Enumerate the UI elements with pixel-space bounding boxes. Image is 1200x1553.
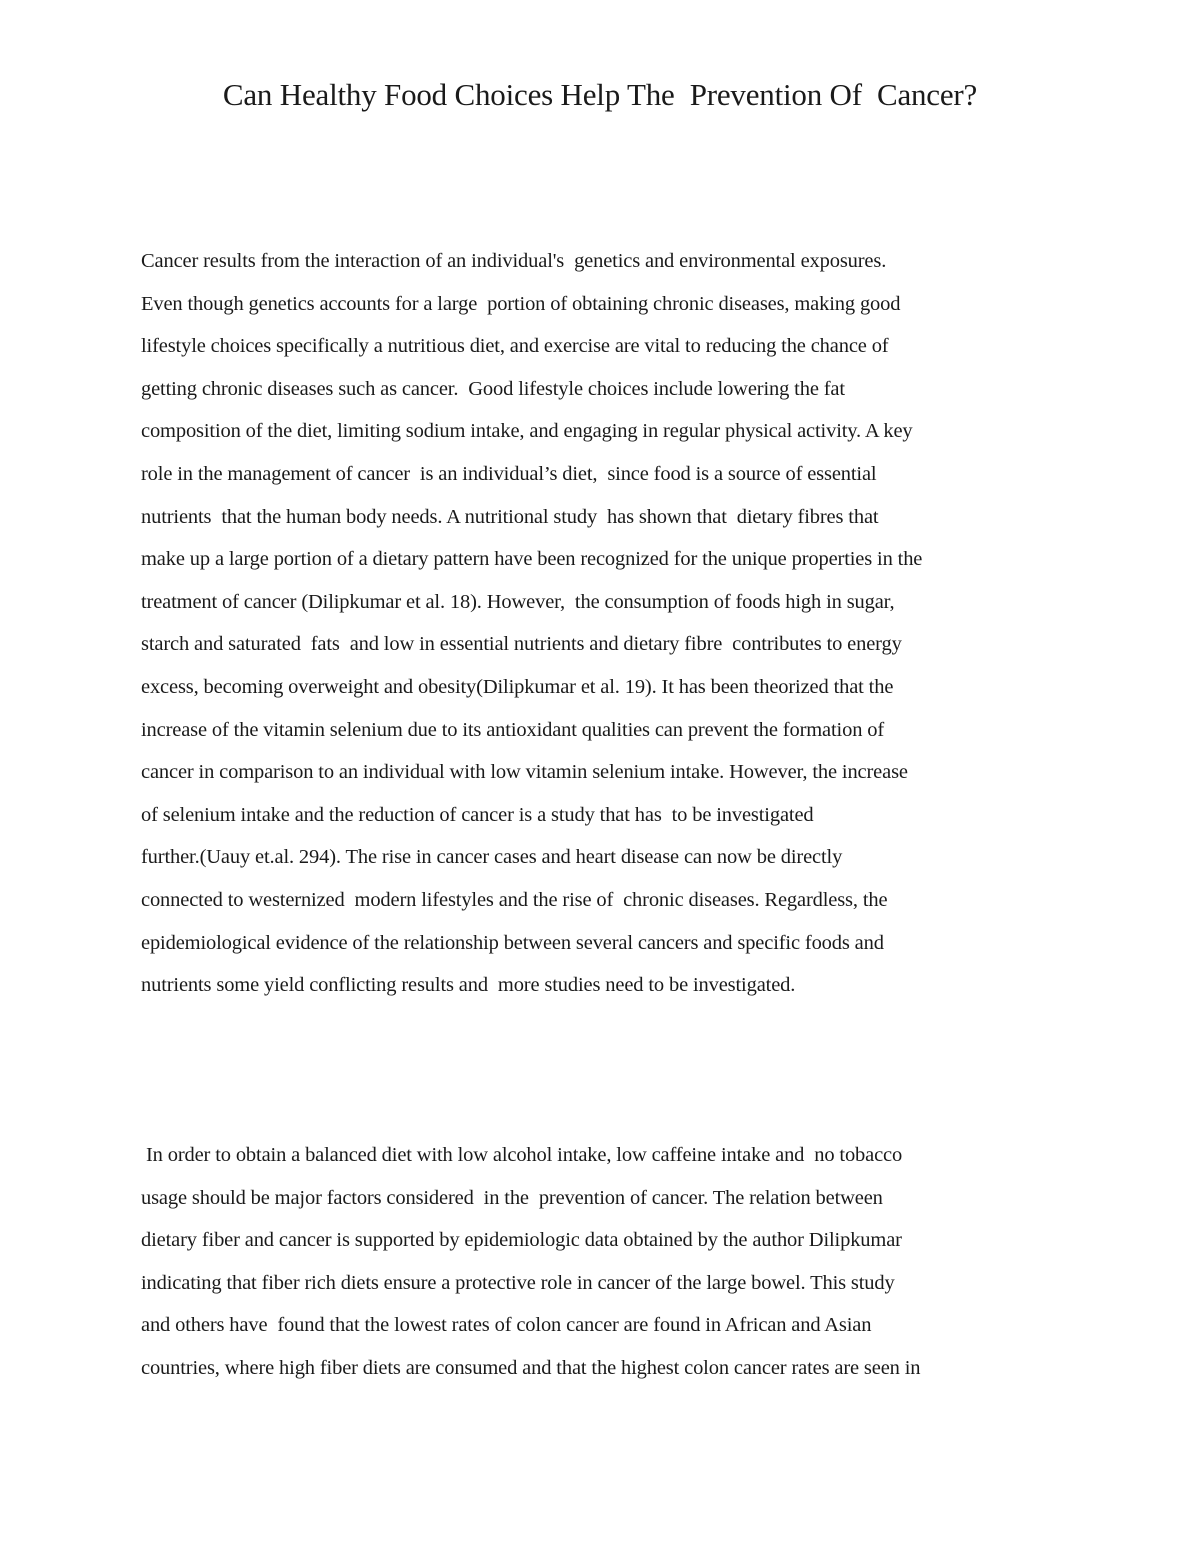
paragraph-line: countries, where high fiber diets are consumed and that the highest colon cancer rates are seen in — [141, 1356, 921, 1379]
paragraph-line: cancer in comparison to an individual with low vitamin selenium intake. However, the increase — [141, 761, 908, 784]
document-title: Can Healthy Food Choices Help The Prevention Of Cancer? — [222, 77, 978, 112]
paragraph-line: indicating that fiber rich diets ensure a protective role in cancer of the large bowel. This study — [141, 1271, 895, 1294]
paragraph-line: epidemiological evidence of the relationship between several cancers and specific foods and — [141, 931, 884, 954]
paragraph-line: role in the management of cancer is an individual’s diet, since food is a source of essential — [141, 462, 877, 485]
paragraph-line: getting chronic diseases such as cancer. Good lifestyle choices include lowering the fat — [141, 377, 845, 400]
paragraph-line: Even though genetics accounts for a large portion of obtaining chronic diseases, making good — [141, 292, 901, 315]
paragraph-line: connected to westernized modern lifestyles and the rise of chronic diseases. Regardless, the — [141, 888, 888, 911]
paragraph-line: make up a large portion of a dietary pattern have been recognized for the unique properties in the — [141, 548, 923, 571]
paragraph-line: nutrients some yield conflicting results and more studies need to be investigated. — [141, 974, 796, 997]
paragraph-line: lifestyle choices specifically a nutritious diet, and exercise are vital to reducing the chance of — [141, 335, 889, 358]
paragraph-line: of selenium intake and the reduction of cancer is a study that has to be investigated — [141, 803, 814, 826]
paragraph-2 — [141, 1134, 1141, 1390]
paragraph-line: Cancer results from the interaction of an individual's genetics and environmental exposures. — [141, 250, 887, 272]
paragraph-line: further.(Uauy et.al. 294). The rise in cancer cases and heart disease can now be directly — [141, 846, 843, 869]
paragraph-line: excess, becoming overweight and obesity(Dilipkumar et al. 19). It has been theorized that the — [141, 675, 894, 698]
paragraph-line: increase of the vitamin selenium due to its antioxidant qualities can prevent the formation of — [141, 718, 885, 741]
paragraph-line: In order to obtain a balanced diet with low alcohol intake, low caffeine intake and no tobacco — [141, 1144, 903, 1166]
paragraph-line: treatment of cancer (Dilipkumar et al. 18). However, the consumption of foods high in sugar, — [141, 590, 895, 613]
paragraph-line: nutrients that the human body needs. A nutritional study has shown that dietary fibres that — [141, 505, 879, 528]
paragraph-line: and others have found that the lowest rates of colon cancer are found in African and Asian — [141, 1314, 872, 1337]
paragraph-line: dietary fiber and cancer is supported by epidemiologic data obtained by the author Dilipkumar — [141, 1229, 902, 1252]
paragraph-line: usage should be major factors considered in the prevention of cancer. The relation between — [141, 1186, 883, 1209]
paragraph-line: composition of the diet, limiting sodium intake, and engaging in regular physical activity. A key — [141, 420, 913, 443]
paragraph-line: starch and saturated fats and low in essential nutrients and dietary fibre contributes to energy — [141, 633, 902, 656]
paragraph-1 — [141, 240, 1141, 1007]
